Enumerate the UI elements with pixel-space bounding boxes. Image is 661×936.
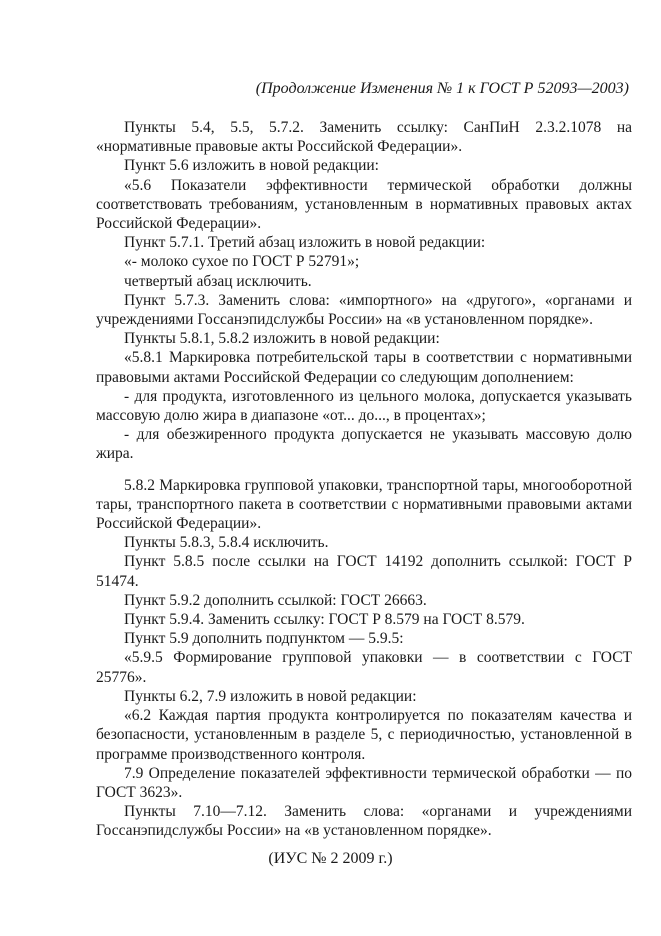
paragraph: Пункт 5.9 дополнить подпунктом — 5.9.5: [124, 630, 404, 648]
paragraph: Пункты 5.4, 5.5, 5.7.2. Заменить ссылку: СанПиН 2.3.2.1078 на «нормативные правовые акты Российской Федерации». [96, 119, 632, 156]
page-header: (Продолжение Изменения № 1 к ГОСТ Р 52093—2003) [255, 80, 629, 97]
paragraph: Пункт 5.9.2 дополнить ссылкой: ГОСТ 26663. [124, 591, 427, 609]
paragraph: Пункт 5.6 изложить в новой редакции: [124, 157, 379, 175]
document-body [96, 118, 632, 841]
paragraph: Пункты 5.8.1, 5.8.2 изложить в новой редакции: [124, 330, 440, 348]
paragraph: 7.9 Определение показателей эффективности термической обработки — по ГОСТ 3623». [96, 764, 632, 801]
paragraph: Пункт 5.7.1. Третий абзац изложить в новой редакции: [124, 234, 486, 252]
paragraph: «5.9.5 Формирование групповой упаковки — в соответствии с ГОСТ 25776». [96, 649, 632, 686]
paragraph: Пункты 7.10—7.12. Заменить слова: «органами и учреждениями Госсанэпидслужбы России» на «в установленном порядке». [96, 803, 632, 840]
paragraph: «6.2 Каждая партия продукта контролируется по показателям качества и безопасности, установленным в разделе 5, с периодичностью, установленной в программе производственного контроля. [96, 707, 632, 763]
paragraph: Пункт 5.9.4. Заменить ссылку: ГОСТ Р 8.579 на ГОСТ 8.579. [124, 611, 525, 629]
page-footer: (ИУС № 2 2009 г.) [268, 850, 393, 867]
paragraph: четвертый абзац исключить. [124, 272, 312, 290]
paragraph: Пункт 5.7.3. Заменить слова: «импортного» на «другого», «органами и учреждениями Госсанэпидслужбы России» на «в установленном порядке». [96, 291, 632, 329]
paragraph: - для продукта, изготовленного из цельного молока, допускается указывать массовую долю жира в диапазоне «от... до..., в процентах»; [96, 387, 632, 425]
paragraph: Пункты 5.8.3, 5.8.4 исключить. [124, 534, 329, 552]
paragraph: Пункт 5.8.5 после ссылки на ГОСТ 14192 дополнить ссылкой: ГОСТ Р 51474. [96, 553, 632, 590]
paragraph: «- молоко сухое по ГОСТ Р 52791»; [124, 253, 360, 271]
paragraph: - для обезжиренного продукта допускается не указывать массовую долю жира. [96, 426, 632, 463]
paragraph: Пункты 6.2, 7.9 изложить в новой редакции: [124, 687, 417, 705]
paragraph: 5.8.2 Маркировка групповой упаковки, транспортной тары, многооборотной тары, транспортного пакета в соответствии с нормативными правовыми актами Российской Федерации». [96, 476, 632, 533]
paragraph: «5.8.1 Маркировка потребительской тары в соответствии с нормативными правовыми актами Российской Федерации со следующим дополнением: [96, 349, 632, 386]
paragraph: «5.6 Показатели эффективности термической обработки должны соответствовать требованиям, установленным в нормативных правовых актах Российской Федерации». [96, 176, 632, 233]
